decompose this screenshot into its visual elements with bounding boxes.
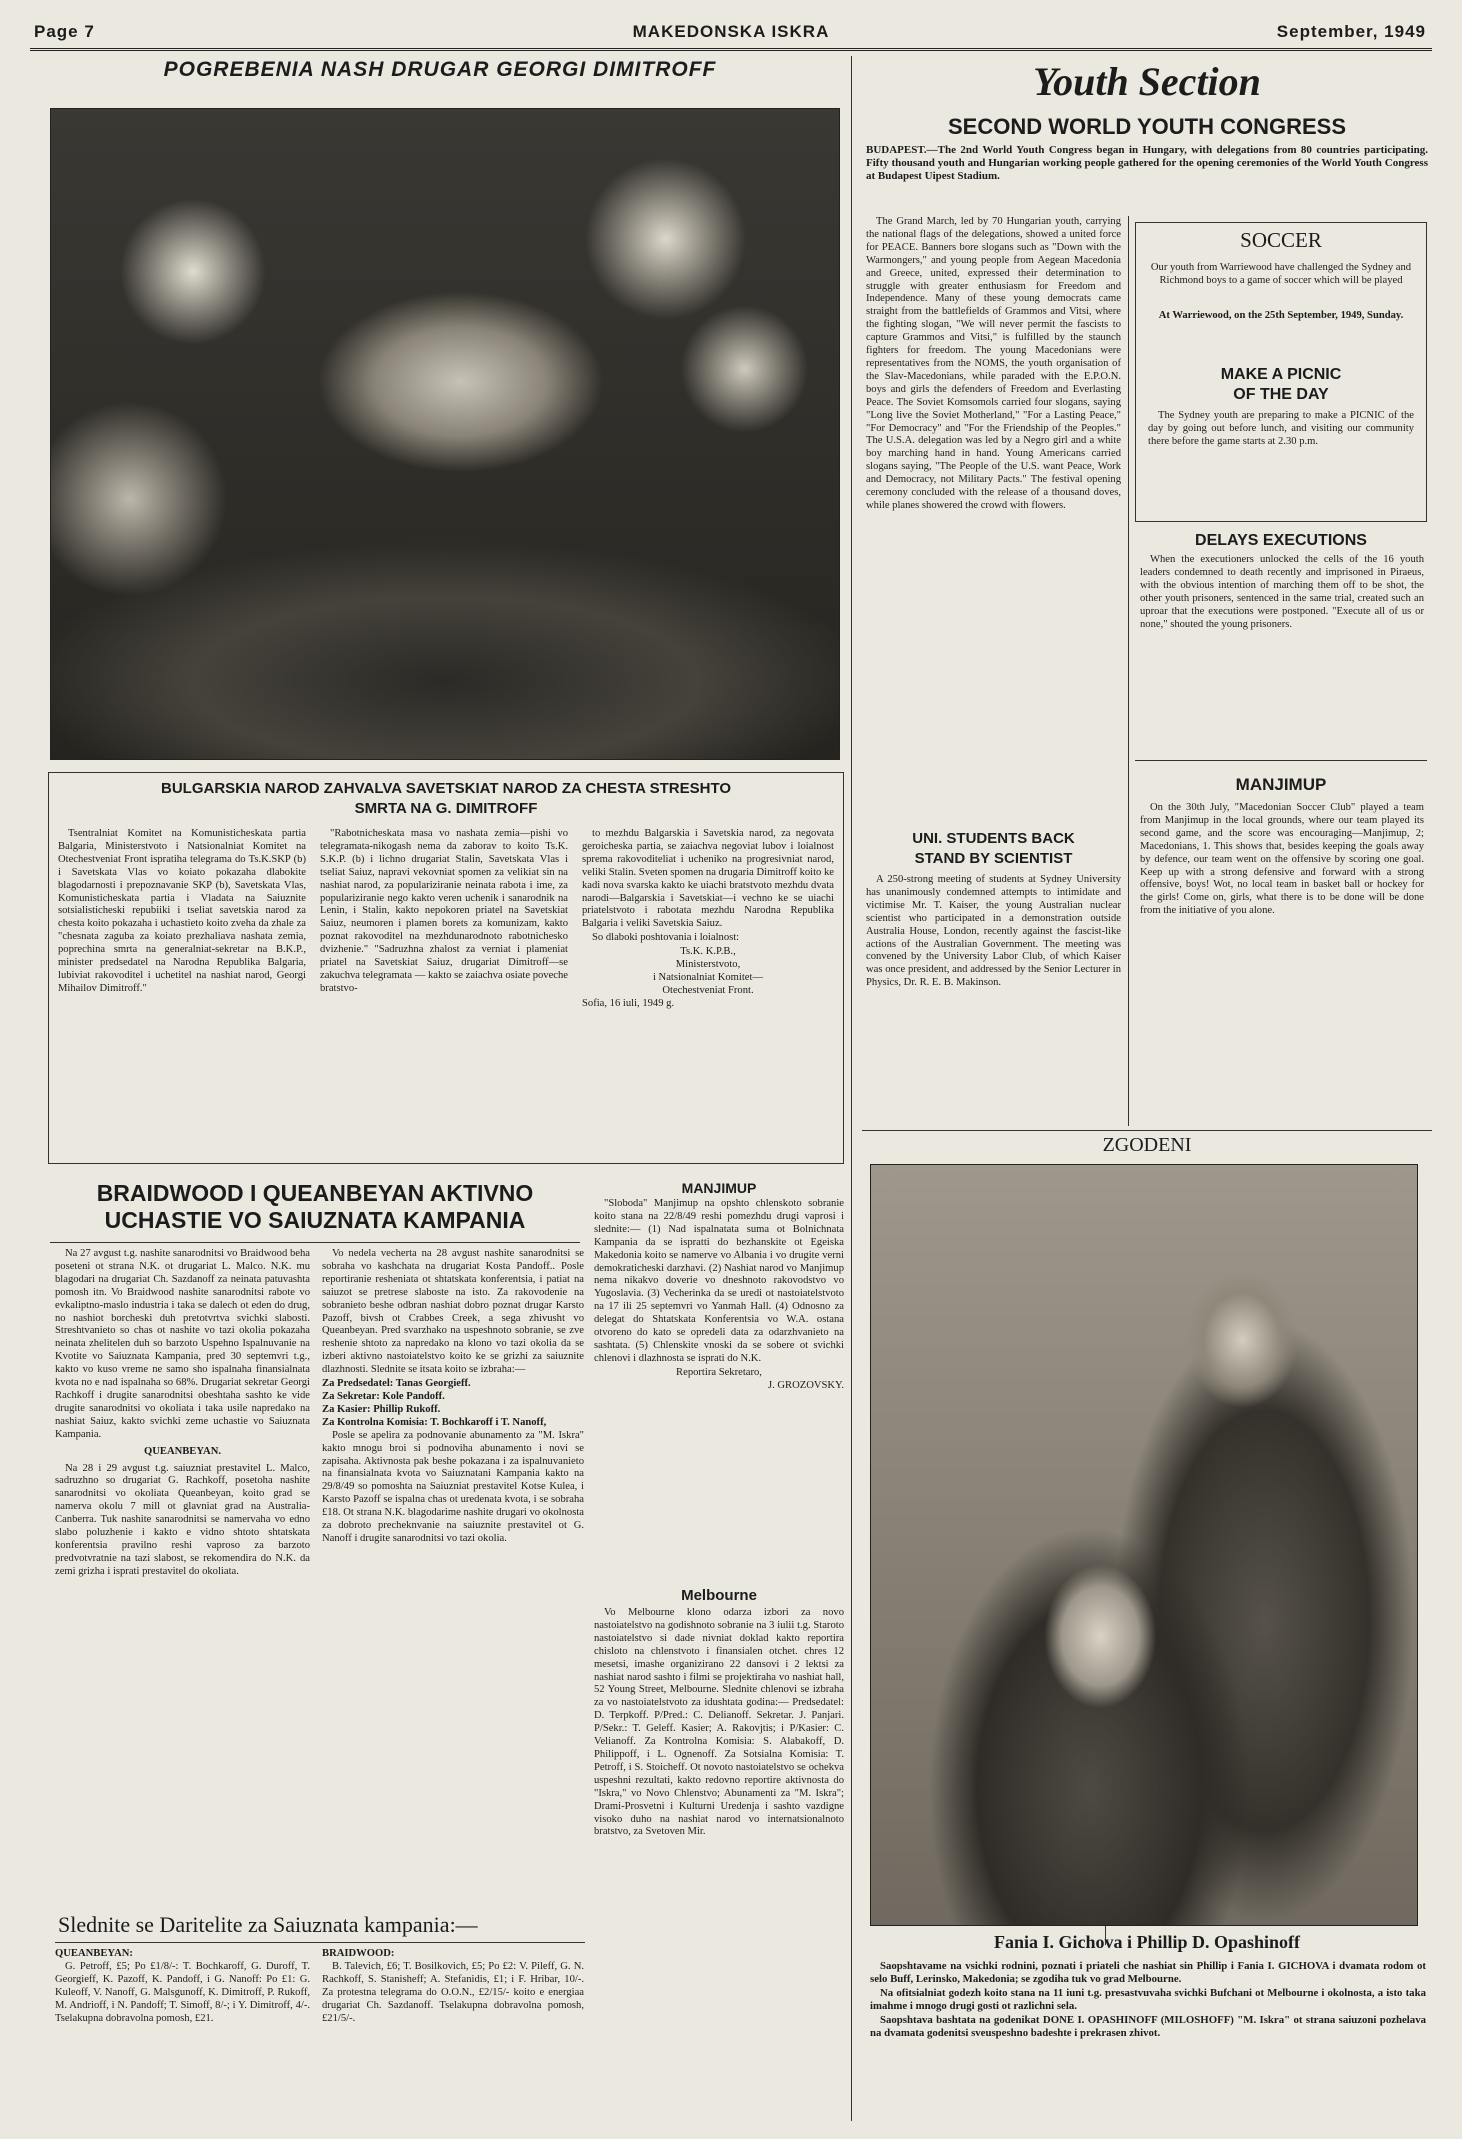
paragraph: Tsentralniat Komitet na Komunisticheskata partia Balgaria, Ministerstvoto i Natsionalniat Komitet na Otechestveniat Front ispratiha telegrama do Ts.K.SKP (b) i Savetskata Vlas vo koiato pokazaha dlabokite blagodarnosti i prepoznavanie SKP (b), Savetskata Vlas, Komunisticheskata partia i Vladata na Saiuznite sotsialisticheski repubiiki i tseliat savetskia narod za chesta koito pokazaha i uchastieto koito zveha da zhale za "chesnata zaguba za koiato prezhaliava nashata zemia, poprechina smrta na generalniat-sekretar na B.K.P., minister predsedatel na Narodna Republika Balgaria, lubiviat rakovoditel i uchetitel na nashiat narod, Georgi Mihailov Dimitroff." — [58, 828, 306, 994]
officer-line: Za Kasier: Phillip Rukoff. — [322, 1403, 441, 1415]
paragraph: Saopshtavame na vsichki rodnini, poznati i priateli che nashiat sin Phillip i Fania I. GICHOVA i dvamata rodom ot selo Buff, Lerinsko, Makedonia; se zgodiha tuk vo grad Melbourne. — [870, 1960, 1426, 1985]
signature-line: Otechestveniat Front. — [662, 984, 754, 996]
bulgarian-col-2 — [320, 828, 568, 1158]
manjimup-youth-text — [1140, 802, 1424, 1120]
paragraph: A 250-strong meeting of students at Sydney University has unanimously condemned attempts to intimidate and victimise Mr. T. Kaiser, the young Australian nuclear scientist who participated in a demonstration outside Australia House, London, recently against the fascist-like actions of the Australian Government. The meeting was convened by the University Labor Club, of which Kaiser was once president, and addressed by the Senior Lecturer in Physics, Dr. R. E. B. Makinson. — [866, 874, 1121, 989]
paragraph: So dlaboki poshtovania i loialnost: — [592, 932, 740, 944]
picnic-title-line2: OF THE DAY — [1233, 386, 1329, 403]
paragraph: Na 28 i 29 avgust t.g. saiuzniat prestavitel L. Malco, sadruzhno so drugariat G. Rachkoff, posetoha nashite sanarodnitsi vo okoliata Queanbeyan, koito grad se namerva okolu 7 mill ot glavniat grad na Australia-Canberra. Tuk nashite sanarodnitsi se namervaha vo edno slabo poluzhenie i kakto e vidno shtoto shtatskata konferentsia pravilno reshi vaprosо za barzoto predvotvratnie na tazi slabost, se rekomendira do N.K. da zemi grizha i isprati prestavitel do okoliata. — [55, 1462, 310, 1577]
donors-heading: QUEANBEYAN: — [55, 1948, 133, 1959]
bulgarian-col-3 — [582, 828, 834, 1158]
dimitroff-title: POGREBENIA NASH DRUGAR GEORGI DIMITROFF — [163, 58, 717, 81]
paragraph: Vo Melbourne klono odarza izbori za novo nastoiatelstvo na godishnoto sobranie na 3 iulii t.g. Staroto nastoiatelstvo si dade nivniat doklad kakto reportira chisloto na chlenstvoto i finansialen otchet. chres 12 mesetsi, imashe organizirano 22 dansovi i 2 lektsi za nashiat narod sashto i filmi se projektiraha vo nashiat hall, 52 Young Street, Melbourne. Slednite chlenovi se izbraha za vo nastoiatelstvoto za idushtata godina:— Predsedatel: D. Terpkoff. P/Pred.: C. Delianoff. Sekretar. J. Panjari. P/Sekr.: T. Geleff. Kasier; A. Rakovjtis; i P/Kasier: C. Velianoff. Za Kontrolna Komisia: S. Alabakoff, D. Philippoff, i L. Ognenoff. Za Sotsialna Komisia: T. Petroff, i S. Stoicheff. Ot novoto nastoiatelstvo se ochekva uspeshni rezultati, kakto redovno reportire aktivnosta do "Iskra," vo Novo Chlenstvo; Abunamenti za "M. Iskra"; Drami-Prosvetni i Kulturni Uredenja i sashto vazdigne visoko duho na nashiat narod vo internatsionalnoto bratstvo, za Svetoven Mir. — [594, 1607, 844, 1838]
paragraph: On the 30th July, "Macedonian Soccer Club" played a team from Manjimup in the local grounds, where our team played its second game, and the score was encouraging—Manjimup, 2; Macedonians, 1. This shows that, besides keeping the goals away by defence, our team went on the offensive by scoring one goal. Keep up with a strong defensive and forward with a strong offensive, boys! Wot, no local team in basket ball or hockey for the girls! Come on, girls, what there is to be done will be done from the initiative of you alone. — [1140, 802, 1424, 917]
manjimup-youth-title: MANJIMUP — [1235, 775, 1327, 794]
paragraph: The Sydney youth are preparing to make a PICNIC of the day by going out before lunch, and visiting our community there before the game starts at 2.30 p.m. — [1148, 410, 1414, 447]
paragraph: Na 27 avgust t.g. nashite sanarodnitsi vo Braidwood beha poseteni ot strana N.K. ot drugariat L. Malco. N.K. mu blagodari na drugariat Ch. Sazdanoff za neinata patuvashta pomosh itn. Vo Braidwood nashite sanarodnitsi rabote vo evkaliptno-maslo industria i taka se dalech ot eden do drug, no nashiot borcheski duh pretotvrtva svichki slabosti. Streshtvanieto so chas ot nashite vo tazi okolia pokazaha neinata zhelitelen duh so barzoto Uspehno Ispalnuvanie na Kvotite vo Saiuznata Kampania, pred 30 septemvri t.g., kakto vo kuso vreme ne samo sho ispalnaha finansialnata kvota no e nad ispalnaha so 68%. Drugariat sekretar Georgi Rachkoff i drugite sanarodnitsi obeshtaha sashto ke vide drugite sanarodnitsi vo okoliata i taka usile napredako na nashiat Saiuz, kakto svichki zeme uchastie vo Saiuznata Kampania. — [55, 1248, 310, 1440]
engagement-text — [870, 1960, 1426, 2120]
soccer-text: Our youth from Warriewood have challenged the Sydney and Richmond boys to a game of soccer which will be played — [1150, 262, 1412, 286]
rule — [50, 1242, 580, 1243]
paragraph: When the executioners unlocked the cells of the 16 youth leaders condemned to death recently and imprisoned in Piraeus, with the obvious intention of marching them off to be shot, the other youth prisoners, sentenced in the same trial, created such an uproar that the executions were postponed. "Execute all of us or none," shouted the young prisoners. — [1140, 554, 1424, 630]
page-number: Page 7 — [34, 22, 95, 41]
donors-heading: BRAIDWOOD: — [322, 1948, 395, 1959]
manjimup-mk-title: MANJIMUP — [681, 1180, 757, 1196]
paragraph: Saopshtava bashtata na godenikat DONE I. OPASHINOFF (MILOSHOFF) "M. Iskra" ot strana saiuzoni pozhelava na dvamata godenitsi sveuspeshno badeshte i prekrasen zhivot. — [870, 2013, 1426, 2039]
signature-line: Ts.K. K.P.B., — [680, 946, 736, 958]
congress-title: SECOND WORLD YOUTH CONGRESS — [947, 114, 1347, 139]
signature-line: Ministerstvoto, — [675, 959, 741, 971]
issue-date: September, 1949 — [1276, 22, 1426, 41]
soccer-title: SOCCER — [1240, 228, 1322, 252]
paragraph: The Grand March, led by 70 Hungarian youth, carrying the national flags of the delegations, showed a united force for PEACE. Banners bore slogans such as "Down with the Warmongers," and young people from Aegean Macedonia and Greece, united, expressed their determination to struggle with greater enthusiasm for Freedom and Independence. Many of these young democrats came straight from the battlefields of Grammos and Vitsi, where the fighting slogan, "We will never permit the fascists to capture Grammos and Vitsi," is fulfilled by the staunch fighters for freedom. The young Macedonians were representatives from the NOMS, the youth organisation of the Slav-Macedonians, while paraded with the E.P.O.N. boys and girls the defenders of Freedom and Everlasting Peace. The Soviet Komsomols carried four slogans, saying "Long live the Soviet Motherland," "For a Lasting Peace," "For Democracy" and "For the Friendship of the Peoples." The U.S.A. delegation was led by a Negro girl and a white boy marching hand in hand. Young Americans carried slogans saying, "The People of the U.S. want Peace, Work and Democracy, not Military Pacts." The festival opening ceremony concluded with the release of a thousand doves, while planes showered the crowd with flowers. — [866, 216, 1121, 511]
engagement-caption: Fania I. Gichova i Phillip D. Opashinoff — [993, 1932, 1301, 1952]
braidwood-col-1 — [55, 1248, 310, 1908]
signature-line: i Natsionalniat Komitet— — [652, 971, 764, 983]
dimitroff-funeral-photo — [50, 108, 840, 760]
paragraph: G. Petroff, £5; Po £1/8/-: T. Bochkaroff, G. Duroff, T. Georgieff, K. Pazoff, K. Pandoff, i G. Nanoff: Po £1: G. Kuleoff, V. Nanoff, G. Malsgunoff, K. Dimitroff, P. Rukoff, M. Andrioff, i N. Pandoff; T. Simoff, 8/-; i Y. Dimitroff, 4/-. Tselakupna dobravolna pomosh, £21. — [55, 1960, 310, 2024]
picnic-text — [1148, 410, 1414, 518]
paper-name: MAKEDONSKA ISKRA — [632, 22, 830, 41]
column-rule — [851, 56, 852, 2121]
paragraph: "Sloboda" Manjimup na opshto chlenskoto sobranie koito stana na 22/8/49 reshi pomezhdu drugi vaprosi i slednite:— (1) Nad ispalnatata suma ot Bolnichnata Kampania da se ispratti do bezhanskite ot Egeiska Makedonia koito se namerve vo Albania i vo drugite verni demokraticheski darzhavi. (2) Nashiat narod vo Manjimup nema nikakvo doverie vo dneshnoto rakovodstvo vo Yugoslavia. (3) Vecherinka da se uredi ot nastoiatelstvoto na 17 ili 25 septemvri vo Yanmah Hall. (4) Odnosno za delegat do Shtatskata Konferentsia vo W.A. ostana otvoreno do kato se opredeli data za odarzhvanieto na sashtata. (5) Chlenskite vnoski da se sobere ot svichki chlenovi i dlazhnosta se isprati do N.K. — [594, 1198, 844, 1364]
melbourne-text — [594, 1607, 844, 2121]
kampania-title: Slednite se Daritelite za Saiuznata kampania:— — [58, 1912, 478, 1937]
signature-line: J. GROZOVSKY. — [767, 1379, 844, 1391]
paragraph: Posle se apelira za podnovanie abunamento za "M. Iskra" kakto mnogu broi si podnoviha abunamento i novi se zapisaha. Aktivnosta pak beshe pokazana i za ispalnuvanieto na finansialnata kvota vo Saiuznatani Kampania kakto na 29/8/49 so pomoshta na Saiuzniat prestavitel Kotse Kulea, i Karsto Pazoff se ispalna chas ot uredenata kvota, i se sobraha £18. Ot strana N.K. blagodarime nashite drugari vo okolnosta za dobroto precheknvanie na saiuznite prestavitel ot G. Nanoff i drugite sanarodnitsi vo tazi okolia. — [322, 1429, 584, 1544]
paragraph: B. Talevich, £6; T. Bosilkovich, £5; Po £2: V. Pileff, G. N. Rachkoff, S. Stanisheff; A. Stefanidis, £1; i F. Hribar, 10/-. Za protestna telegrama do O.O.N., £2/15/- koito e energiaa drugariat Ch. Sazdanoff. Tselakupna dobravolna pomosh, £21/5/-. — [322, 1960, 584, 2024]
paragraph: to mezhdu Balgarskia i Savetskia narod, za negovata geroicheska partia, se zaiachva negoviat lubov i loialnost sprema rakovoditeliat i ucheniko na progresivniat narod, veliki Stalin. Sveten spomen na drugaria Dimitroff koito ke kadi nova svarska kakto ke uiachi bratstvoto mezhdu dvata narodi—Balgarskia i Savetskiat—i vechno ke se uiachi priatelstvoto i rabotata mezhdu Narodna Republika Balgaria i veliki Savetskia Saiuz. — [582, 828, 834, 930]
braidwood-title-line2: UCHASTIE VO SAIUZNATA KAMPANIA — [104, 1207, 526, 1233]
youth-section-title: Youth Section — [1033, 59, 1261, 104]
paragraph: Na ofitsialniat godezh koito stana na 11 iuni t.g. presastvuvaha svichki Bufchani ot Melbourne i okolnosta, a isto taka imahme i mnogo drugi gosti ot razlichni sela. — [870, 1986, 1426, 2012]
queanbeyan-subheading: QUEANBEYAN. — [143, 1445, 222, 1457]
congress-lead: BUDAPEST.—The 2nd World Youth Congress began in Hungary, with delegations from 80 countries participating. Fifty thousand youth and Hungarian working people gathered for the opening ceremonies of the World Youth Congress at Budapest Uipest Stadium. — [866, 144, 1428, 182]
soccer-date: At Warriewood, on the 25th September, 1949, Sunday. — [1158, 310, 1404, 321]
bulgarian-col-1 — [58, 828, 306, 1158]
bulgarian-title-line1: BULGARSKIA NAROD ZAHVALVA SAVETSKIAT NAROD ZA CHESTA STRESHTO — [161, 780, 731, 797]
masthead-bar — [30, 18, 1432, 51]
officer-line: Za Predsedatel: Tanas Georgieff. — [322, 1378, 471, 1390]
zgodeni-title: ZGODENI — [1102, 1134, 1192, 1156]
paragraph: "Rabotnicheskata masa vo nashata zemia—pishi vo telegramata-nikogash nema da zaborav to koito Ts.K. S.K.P. (b) i lichno drugariat Stalin, Savetskata Vlas i tseliat Saiuz, napravi vekovniat spomen za velikiat sin na nashiat narod, za populariziranie neinata rabota i ime, za populariziranie nego kakto veren uchenik i sanarodnik na Lenin, i Stalin, kakto nepokoren priatel na Savetskiat Saiuz, neumoren i plamen borets za komunizam, kakto poznat rakovoditel na mezhdunarodnoto rabotnichesko dvizhenie." "Sadruzhna zhalost za verniat i plameniat priatel na Savetskiat Saiuz, drugariat Dimitroff—se zakuchva telegramata — kakto se zaiachva osiate povechе bratstvo- — [320, 828, 568, 994]
donors-queanbeyan — [55, 1948, 310, 2118]
congress-march-text — [866, 216, 1121, 816]
manjimup-mk-text — [594, 1198, 844, 1593]
delays-text — [1140, 554, 1424, 736]
signature-date: Sofia, 16 iuli, 1949 g. — [582, 997, 675, 1009]
officer-line: Za Sekretar: Kole Pandoff. — [322, 1390, 445, 1402]
students-title-line1: UNI. STUDENTS BACK — [912, 830, 1075, 847]
rule — [55, 1942, 585, 1943]
braidwood-col-2 — [322, 1248, 584, 1908]
rule — [862, 1130, 1432, 1131]
column-rule-youth — [1128, 216, 1129, 1126]
paragraph: Vo nedela vecherta na 28 avgust nashite sanarodnitsi se sobraha vo kashchata na drugariat Kosta Pandoff.. Posle reportiranie resheniata ot shtatskata konferentsia, i patiat na saiuzot se pretrese slaboste na isto. Za rakovodenie na sobranieto beshe odbran nashiat dobro poznat drugar Karsto Pazoff, bivsh ot Crabbes Creek, a sega zhivusht vo Queanbeyan. Pred svarzhako na uspeshnoto sobranie, se zve reshenie shtoto za napredako na klono vo tazi okolia da se izberi aktivno nastoiatelstvo koito ke se grizhi za saiuznite dlazhnosti. Slednite se itsata koito se izbraha:— — [322, 1248, 584, 1376]
bulgarian-title-line2: SMRTA NA G. DIMITROFF — [354, 800, 538, 817]
melbourne-title: Melbourne — [681, 1587, 757, 1604]
signature-line: Reportira Sekretaro, — [676, 1366, 762, 1378]
braidwood-title-line1: BRAIDWOOD I QUEANBEYAN AKTIVNO — [96, 1180, 534, 1206]
officer-line: Za Kontrolna Komisia: T. Bochkaroff i T. Nanoff, — [322, 1416, 547, 1428]
students-title-line2: STAND BY SCIENTIST — [914, 850, 1073, 867]
students-text — [866, 874, 1121, 1122]
delays-title: DELAYS EXECUTIONS — [1195, 532, 1367, 549]
rule — [1135, 760, 1427, 761]
engagement-photo — [870, 1164, 1418, 1926]
picnic-title-line1: MAKE A PICNIC — [1220, 366, 1342, 383]
donors-braidwood — [322, 1948, 584, 2118]
